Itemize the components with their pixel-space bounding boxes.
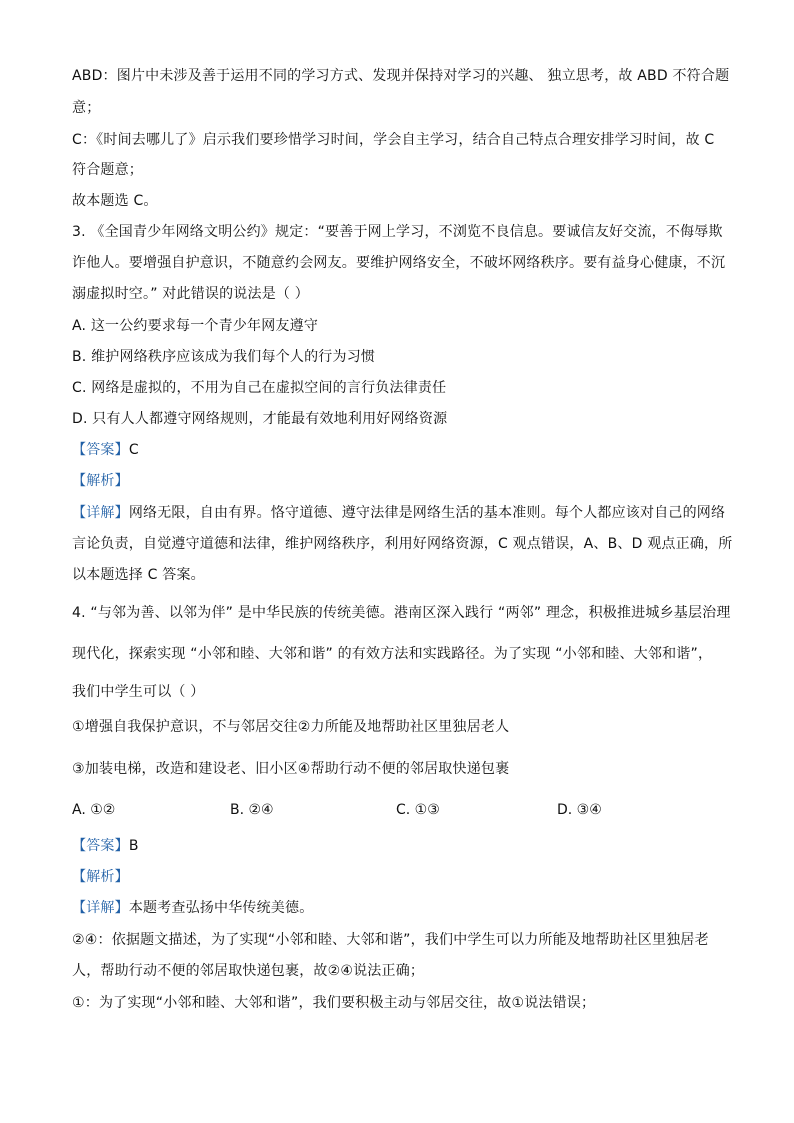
q4-analysis-heading [72, 867, 129, 887]
q3-detail [72, 503, 725, 523]
q2-explanation-line: C：《时间去哪儿了》启示我们要珍惜学习时间，学会自主学习，结合自己特点合理安排学习时间，故 C [72, 132, 715, 148]
q4-option-d: D. ③④ [557, 802, 602, 818]
q4-detail: 人，帮助行动不便的邻居取快递包裹，故②④说法正确； [72, 963, 425, 979]
analysis-tag: 【解析】 [72, 869, 129, 885]
q4-option-b: B. ②④ [230, 802, 274, 818]
q4-stem: 4. “与邻为善、以邻为伴” 是中华民族的传统美德。港南区深入践行 “两邻” 理念，积极推进城乡基层治理 [72, 605, 731, 621]
answer-tag: 【答案】 [72, 442, 129, 458]
q3-answer [72, 440, 139, 460]
q3-option-b: B. 维护网络秩序应该成为我们每个人的行为习惯 [72, 349, 376, 365]
q4-detail [72, 898, 313, 918]
q2-explanation-line: 符合题意； [72, 162, 143, 178]
q3-stem: 3. 《全国青少年网络文明公约》规定：“要善于网上学习，不浏览不良信息。要诚信友好交流，不侮辱欺 [72, 224, 723, 240]
q4-detail: ①：为了实现“小邻和睦、大邻和谐”，我们要积极主动与邻居交往，故①说法错误； [72, 995, 596, 1011]
analysis-tag: 【解析】 [72, 473, 129, 489]
answer-value: B [128, 838, 139, 854]
q4-stem: 我们中学生可以（ ） [72, 684, 205, 700]
q3-detail: 言论负责，自觉遵守道德和法律，维护网络秩序，利用好网络资源，C 观点错误，A、B、D 观点正确，所 [72, 536, 733, 552]
q4-option-c: C. ①③ [396, 802, 440, 818]
q3-option-a: A. 这一公约要求每一个青少年网友遵守 [72, 318, 319, 334]
q3-option-c: C. 网络是虚拟的，不用为自己在虚拟空间的言行负法律责任 [72, 380, 447, 396]
q4-statements: ③加装电梯，改造和建设老、旧小区④帮助行动不便的邻居取快递包裹 [72, 761, 510, 777]
q3-option-d: D. 只有人人都遵守网络规则，才能最有效地利用好网络资源 [72, 411, 448, 427]
q4-statements: ①增强自我保护意识，不与邻居交往②力所能及地帮助社区里独居老人 [72, 719, 510, 735]
q3-detail: 以本题选择 C 答案。 [72, 567, 205, 583]
q3-analysis-heading [72, 471, 129, 491]
detail-text: 本题考查弘扬中华传统美德。 [128, 900, 314, 916]
answer-tag: 【答案】 [72, 838, 129, 854]
q2-conclusion: 故本题选 C。 [72, 193, 158, 209]
q2-explanation-line: 意； [72, 100, 101, 116]
q4-answer [72, 836, 139, 856]
q3-stem: 溺虚拟时空。” 对此错误的说法是（ ） [72, 286, 309, 302]
detail-tag: 【详解】 [72, 900, 129, 916]
q4-stem: 现代化，探索实现 “小邻和睦、大邻和谐” 的有效方法和实践路径。为了实现 “小邻和睦、大邻和谐”， [72, 646, 713, 662]
q4-option-a: A. ①② [72, 802, 116, 818]
q4-detail: ②④：依据题文描述，为了实现“小邻和睦、大邻和谐”，我们中学生可以力所能及地帮助社区里独居老 [72, 932, 709, 948]
q2-explanation-line: ABD：图片中未涉及善于运用不同的学习方式、发现并保持对学习的兴趣、 独立思考，故 ABD 不符合题 [72, 68, 730, 84]
detail-text: 网络无限，自由有界。恪守道德、遵守法律是网络生活的基本准则。每个人都应该对自己的网络 [128, 505, 726, 521]
q3-stem: 诈他人。要增强自护意识，不随意约会网友。要维护网络安全，不破坏网络秩序。要有益身心健康，不沉 [72, 255, 726, 271]
detail-tag: 【详解】 [72, 505, 129, 521]
answer-value: C [128, 442, 139, 458]
